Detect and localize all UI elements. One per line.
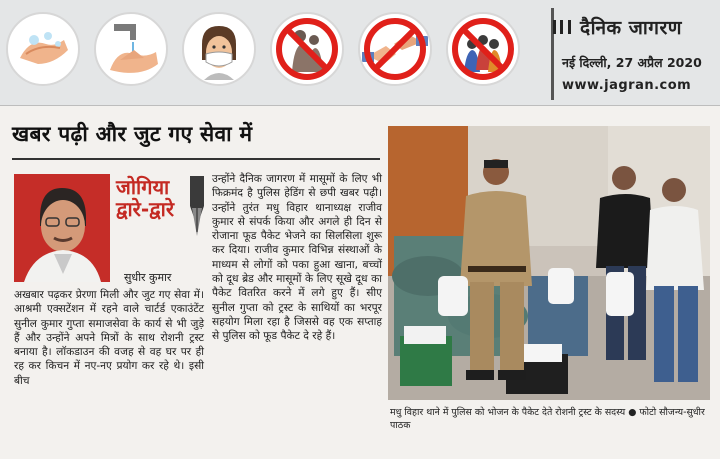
column-title [116,176,192,220]
hand-wash-icon [6,12,80,86]
article-headline: खबर पढ़ी और जुट गए सेवा में [12,122,253,146]
news-article [12,120,716,454]
website-link[interactable]: www.jagran.com [562,78,692,93]
author-byline: सुधीर कुमार [124,271,172,284]
author-photo [14,174,110,282]
no-handshake-icon [358,12,432,86]
newspaper-name: दैनिक जागरण [580,17,682,39]
headline-rule [12,158,380,160]
article-body-right: उन्होंने दैनिक जागरण में मासूमों के लिए भी फिक्रमंद है पुलिस हेडिंग से छपी खबर पढ़ी। उन्होंने तुरंत मधु विहार थानाध्यक्ष राजीव कुमार से संपर्क किया और अगले ही दिन से रोजाना फूड पैकेट भेजने का सिलसिला शुरू कर दिया। राजीव कुमार विभिन्न संस्थाओं के माध्यम से लोगों को पका हुआ खाना, बच्चों को दूध ब्रेड और मासूमों के लिए सूखे दूध का पैकेट वितरित करने में लगे हुए हैं। सीए सुनील गुप्ता को ट्रस्ट के साथियों का भरपूर सहयोग मिला रहा है जिससे वह एक सप्ताह से पुलिस को फूड पैकेट दे रहे हैं। [212,173,382,343]
mask-icon [182,12,256,86]
brand-logo-icon [553,20,571,34]
photo-caption: मधु विहार थाने में पुलिस को भोजन के पैकेट देते रोशनी ट्रस्ट के सदस्य ● फोटो सौजन्य-सुधीर पाठक [390,407,705,431]
pen-nib-icon [182,174,212,244]
covid-icon-strip [6,12,520,86]
dateline: नई दिल्ली, 27 अप्रैल 2020 [562,55,702,70]
tap-wash-icon [94,12,168,86]
no-gathering-icon [446,12,520,86]
newspaper-brand [551,8,715,100]
column-title-line2: द्वारे-द्वारे [116,197,175,221]
masthead-banner [0,0,720,106]
column-title-line1: जोगिया [116,175,170,199]
no-crowd-icon [270,12,344,86]
article-body-left: अखबार पढ़कर प्रेरणा मिली और जुट गए सेवा में। आश्रमी एक्सटेंशन में रहने वाले चार्टर्ड एकाउंटेंट सुनील कुमार गुप्ता समाजसेवा के कार्य से भी जुड़े हैं और उन्होंने अपने मित्रों के साथ रोशनी ट्रस्ट बनाया है। लॉकडाउन की वजह से वह घर पर ही रह कर किचन में नए-नए प्रयोग कर रहे थे। इसी बीच [14,289,204,387]
news-photo [388,126,710,400]
